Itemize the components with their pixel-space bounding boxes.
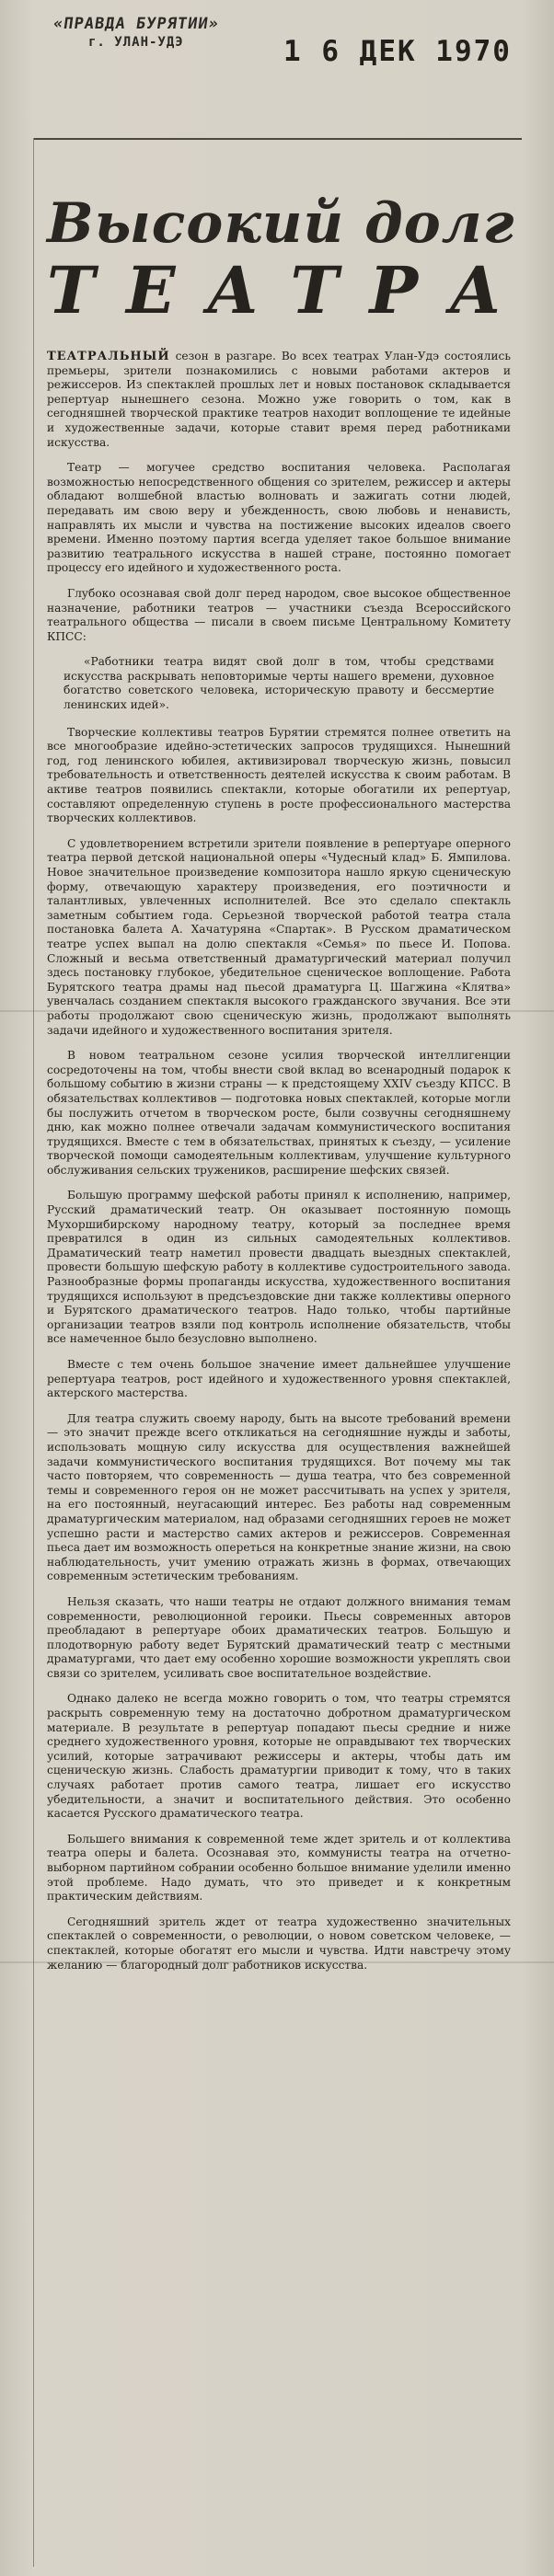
paragraph: Вместе с тем очень большое значение имеет дальнейшее улучшение репертуара театров, рост идейного и художественного уровня спектаклей, актерского мастерства.	[47, 1358, 511, 1400]
paragraph: Для театра служить своему народу, быть на высоте требований времени — это значит прежде всего откликаться на сегодняшние нужды и заботы, использовать мощную силу искусства для осуществления важнейшей задачи коммунистического воспитания трудящихся. Вот почему мы так часто повторяем, что современность — душа театра, что без современной темы и современного героя он не может рассчитывать на успех у зрителя, на его постоянный, неугасающий интерес. Без работы над современным драматургическим материалом, над образами сегодняшних героев не может успешно расти и мастерство самих актеров и режиссеров. Современная пьеса дает им возможность опереться на конкретные знание жизни, на свою наблюдательность, учит умению отражать жизнь в формах, отвечающих современным эстетическим требованиям.	[47, 1411, 511, 1583]
stamp-city: г. УЛАН-УДЭ	[88, 35, 184, 50]
quote-paragraph: «Работники театра видят свой долг в том, чтобы средствами искусства раскрывать неповторимые черты нашего времени, духовное богатство советского человека, историческую правоту и бессмертие ленинских идей».	[63, 655, 494, 712]
paragraph: Сегодняшний зритель ждет от театра художественно значительных спектаклей о современности, о революции, о новом советском человеке, — спектаклей, которые обогатят его мысли и чувства. Идти навстречу этому желанию — благородный долг работников искусства.	[47, 1915, 511, 1972]
paragraph: Однако далеко не всегда можно говорить о том, что театры стремятся раскрыть современную тему на достаточно добротном драматургическом материале. В результате в репертуар попадают пьесы средние и ниже среднего художественного уровня, которые не оправдывают тех творческих усилий, которые затрачивают режиссеры и актеры, чтобы дать им сценическую жизнь. Слабость драматургии приводит к тому, что в таких случаях работает против самого театра, лишает его искусство убедительности, а значит и воспитательного действия. Это особенно касается Русского драматического театра.	[47, 1692, 511, 1821]
paragraph: Творческие коллективы театров Бурятии стремятся полнее ответить на все многообразие идейно-эстетических запросов трудящихся. Нынешний год, год ленинского юбилея, активизировал творческую жизнь, повысил требовательность и ответственность деятелей искусства к своим работам. В активе театров появились спектакли, которые обогатили их репертуар, составляют определенную ступень в росте профессионального мастерства творческих коллективов.	[47, 725, 511, 825]
paper-fold-line	[0, 1961, 554, 1963]
newspaper-stamp	[52, 15, 512, 68]
paragraph: В новом театральном сезоне усилия творческой интеллигенции сосредоточены на том, чтобы внести свой вклад во всенародный подарок к большому событию в жизни страны — к предстоящему XXIV съезду КПСС. В обязательствах коллективов — подготовка новых спектаклей, которые могли бы послужить отчетом в творческом росте, были созвучны сегодняшнему дню, как можно полнее отвечали задачам коммунистического воспитания трудящихся. Вместе с тем в обязательствах, принятых к съезду, — усиление творческой помощи самодеятельным коллективам, улучшение культурного обслуживания сельских тружеников, расширение шефских связей.	[47, 1049, 511, 1177]
article-column	[33, 138, 534, 2567]
paragraph: Глубоко осознавая свой долг перед народом, свое высокое общественное назначение, работники театров — участники съезда Всероссийского театрального общества — писали в своем письме Центральному Комитету КПСС:	[47, 586, 511, 643]
paragraph: Большего внимания к современной теме ждет зритель и от коллектива театра оперы и балета. Осознавая это, коммунисты театра на отчетно-выборном партийном собрании особенно большое внимание уделили именно этой проблеме. Надо думать, что это приведет и к конкретным практическим действиям.	[47, 1832, 511, 1903]
lead-text: сезон в разгаре. Во всех театрах Улан-Удэ состоялись премьеры, зрители познакомились с новыми работами актеров и режиссеров. Из спектаклей прошлых лет и новых постановок складывается репертуар нынешнего сезона. Можно уже говорить о том, как в сегодняшней творческой практике театров находит воплощение те идейные и художественные задачи, которые ставит время перед работниками искусства.	[47, 350, 511, 449]
paragraph: Нельзя сказать, что наши театры не отдают должного внимания темам современности, революционной героики. Пьесы современных авторов преобладают в репертуаре обоих драматических театров. Большую и плодотворную работу ведет Бурятский драматический театр с местными драматургами, что дает ему особенно хорошие возможности укреплять свои связи со зрителем, усиливать свое воспитательное воздействие.	[47, 1594, 511, 1680]
article-headline	[34, 138, 534, 351]
stamp-date: 1 6 ДЕК 1970	[283, 35, 512, 68]
article-body	[47, 350, 511, 1984]
paper-fold-line	[0, 1010, 554, 1012]
headline-line-1: Высокий долг	[47, 191, 515, 256]
lead-paragraph	[47, 350, 511, 450]
headline-line-2: ТЕАТРА	[47, 252, 534, 328]
lead-word: ТЕАТРАЛЬНЫЙ	[47, 350, 170, 363]
stamp-newspaper-name: «ПРАВДА БУРЯТИИ»	[52, 15, 221, 33]
paragraph: Театр — могучее средство воспитания человека. Располагая возможностью непосредственного общения со зрителем, режиссер и актеры обладают волшебной властью волновать и зажигать сотни людей, передавать им свою веру и убежденность, свою любовь и ненависть, направлять их мысли и чувства на постижение высоких идеалов своего времени. Именно поэтому партия всегда уделяет такое большое внимание развитию театрального искусства в нашей стране, постоянно помогает процессу его идейного и художественного роста.	[47, 461, 511, 575]
paragraph: С удовлетворением встретили зрители появление в репертуаре оперного театра первой детской национальной оперы «Чудесный клад» Б. Ямпилова. Новое значительное произведение композитора нашло яркую сценическую форму, отвечающую характеру произведения, его поэтичности и талантливых, увлеченных исполнителей. Все это сделало спектакль заметным событием года. Серьезной творческой работой театра стала постановка балета А. Хачатуряна «Спартак». В Русском драматическом театре успех выпал на долю спектакля «Семья» по пьесе И. Попова. Сложный и весьма ответственный драматургический материал получил здесь постановку глубокое, убедительное сценическое воплощение. Работа Бурятского театра драмы над пьесой драматурга Ц. Шагжина «Клятва» увенчалась созданием спектакля высокого гражданского звучания. Все эти работы продолжают свою сценическую жизнь, продолжают выполнять задачи идейного и художественного воспитания зрителя.	[47, 836, 511, 1037]
paragraph: Большую программу шефской работы принял к исполнению, например, Русский драматический театр. Он оказывает постоянную помощь Мухоршибирскому народному театру, который за последнее время превратился в один из сильных самодеятельных коллективов. Драматический театр наметил провести двадцать выездных спектаклей, провести большую шефскую работу в коллективе судостроительного завода. Разнообразные формы пропаганды искусства, художественного воспитания трудящихся используют в предсъездовские дни также коллективы оперного и Бурятского драматического театров. Надо только, чтобы партийные организации театров взяли под контроль исполнение обязательств, чтобы все намеченное было безусловно выполнено.	[47, 1189, 511, 1346]
